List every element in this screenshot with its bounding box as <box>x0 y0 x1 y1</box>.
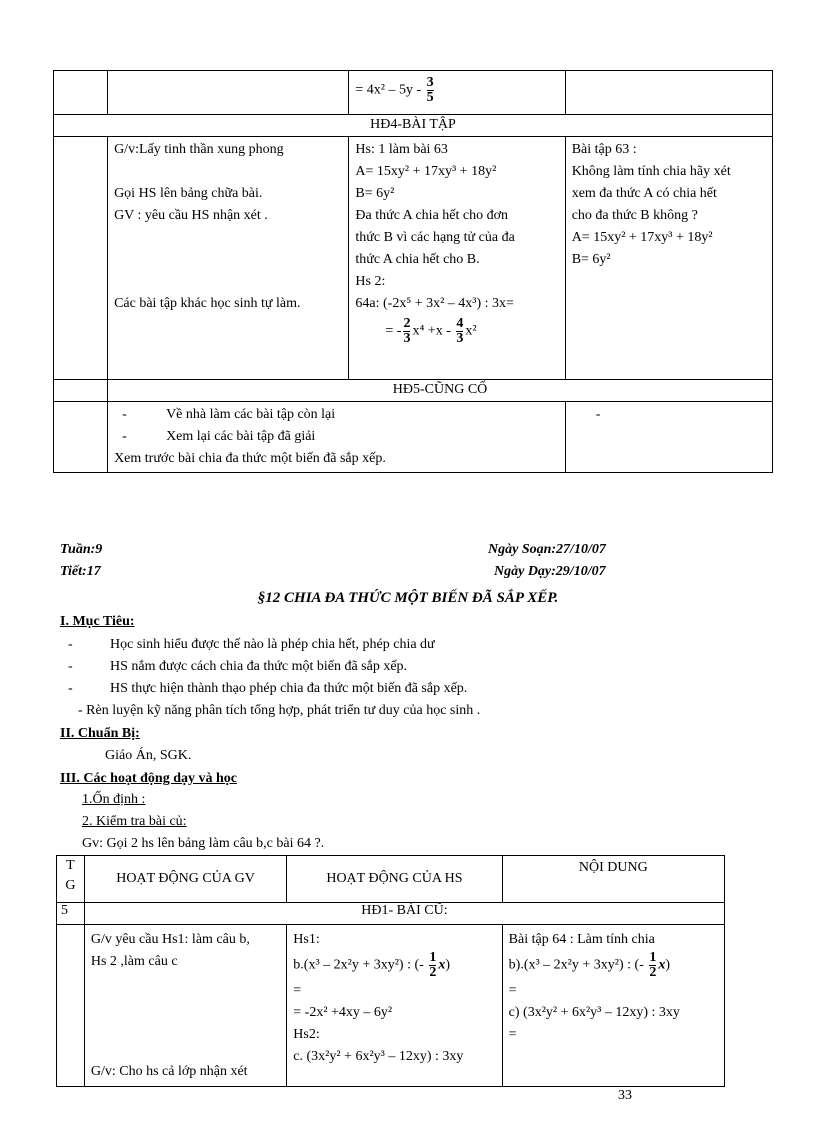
hs-line: Hs: 1 làm bài 63 <box>355 142 448 157</box>
hd1-gv-column <box>84 925 286 1087</box>
hd5-content <box>108 402 566 473</box>
hd5-last: Xem trước bài chia đa thức một biến đã sắp xếp. <box>114 451 386 466</box>
header-hs: HOẠT ĐỘNG CỦA HS <box>287 856 502 903</box>
nd-line: B= 6y² <box>571 252 611 267</box>
tg-value: 5 <box>57 903 85 925</box>
fraction: $\frac{3}{5}$ <box>426 75 434 105</box>
header-gv: HOẠT ĐỘNG CỦA GV <box>84 856 286 903</box>
gv-note: Gv: Gọi 2 hs lên bảng làm câu b,c bài 64 ?. <box>82 836 325 851</box>
nd-line: c) (3x²y² + 6x²y³ – 12xy) : 3xy <box>508 1005 680 1020</box>
week: Tuần:9 <box>60 542 103 557</box>
hs-line: Hs 2: <box>355 274 386 289</box>
objective-item: - HS thực hiện thành thạo phép chia đa thức một biến đã sắp xếp. <box>60 678 480 700</box>
gv-line: G/v: Cho hs cả lớp nhận xét <box>90 1064 248 1079</box>
hs-b-expr: b.(x³ – 2x²y + 3xy²) : (- $\frac{1}{2}$ x) <box>293 950 450 980</box>
hs-line: thức B vì các hạng tử của đa <box>355 230 515 245</box>
hd4-nd-column <box>565 137 772 380</box>
teach-date: Ngày Dạy:29/10/07 <box>494 564 606 579</box>
gv-line: GV : yêu cầu HS nhận xét . <box>114 208 268 223</box>
page-number: 33 <box>618 1088 632 1103</box>
nd-line: A= 15xy² + 17xy³ + 18y² <box>571 230 713 245</box>
hd5-item: - Về nhà làm các bài tập còn lại <box>114 404 559 426</box>
hd1-nd-column <box>502 925 724 1087</box>
nd-line: cho đa thức B không ? <box>571 208 698 223</box>
objective-item: - Rèn luyện kỹ năng phân tích tổng hợp, phát triển tư duy của học sinh . <box>78 703 481 718</box>
hs-result: = - $\frac{2}{3}$ x⁴ +x - $\frac{4}{3}$ x² <box>385 316 477 346</box>
period: Tiết:17 <box>60 564 101 579</box>
gv-line: Hs 2 ,làm câu c <box>90 954 178 969</box>
objectives-list <box>60 634 480 722</box>
section-title-hd5: HĐ5-CŨNG CỐ <box>108 380 773 402</box>
nd-line: Bài tập 64 : Làm tính chia <box>508 932 655 947</box>
gv-line: Các bài tập khác học sinh tự làm. <box>114 296 301 311</box>
gv-line: G/v yêu cầu Hs1: làm câu b, <box>90 932 250 947</box>
hs-line: Hs2: <box>293 1027 320 1042</box>
hs-line: Đa thức A chia hết cho đơn <box>355 208 509 223</box>
gv-line: Gọi HS lên bảng chữa bài. <box>114 186 263 201</box>
hd5-nd: - <box>565 402 772 473</box>
hs-line: 64a: (-2x⁵ + 3x² – 4x³) : 3x= <box>355 296 514 311</box>
nd-line: Bài tập 63 : <box>571 142 637 157</box>
tg-cell <box>54 71 108 115</box>
prep-date: Ngày Soạn:27/10/07 <box>488 542 606 557</box>
nd-line: xem đa thức A có chia hết <box>571 186 717 201</box>
hs-line: A= 15xy² + 17xy³ + 18y² <box>355 164 497 179</box>
prep-text: Giáo Án, SGK. <box>105 748 192 763</box>
hd1-hs-column <box>287 925 502 1087</box>
nd-b-expr: b).(x³ – 2x²y + 3xy²) : (- $\frac{1}{2}$ x) <box>508 950 671 980</box>
step2: 2. Kiểm tra bài củ: <box>82 814 187 829</box>
nd-line: = <box>508 983 517 998</box>
hs-line: = -2x² +4xy – 6y² <box>293 1005 393 1020</box>
hs-line: thức A chia hết cho B. <box>355 252 480 267</box>
objective-item: - HS nắm được cách chia đa thức một biến đã sắp xếp. <box>60 656 480 678</box>
nd-line: = <box>508 1027 517 1042</box>
objective-item: - Học sinh hiểu được thế nào là phép chia hết, phép chia dư <box>60 634 480 656</box>
result-text: = 4x² – 5y - <box>355 82 425 98</box>
header-nd: NỘI DUNG <box>502 856 724 903</box>
bottom-table <box>56 855 725 1087</box>
activities-title: III. Các hoạt động dạy và học <box>60 771 237 786</box>
hs-line: Hs1: <box>293 932 320 947</box>
header-tg: T G <box>57 856 85 903</box>
hs-line: = <box>293 983 302 998</box>
top-table <box>53 70 773 473</box>
hs-line: c. (3x²y² + 6x²y³ – 12xy) : 3xy <box>293 1049 464 1064</box>
hd5-item: - Xem lại các bài tập đã giải <box>114 426 559 448</box>
section-title-hd1: HĐ1- BÀI CŨ: <box>84 903 724 925</box>
nd-line: Không làm tính chia hãy xét <box>571 164 731 179</box>
nd-cell <box>565 71 772 115</box>
step1: 1.Ổn định : <box>82 792 146 807</box>
hs-cell <box>349 71 565 115</box>
hs-line: B= 6y² <box>355 186 395 201</box>
gv-cell <box>108 71 349 115</box>
gv-line: G/v:Lấy tinh thần xung phong <box>114 142 284 157</box>
page-title: §12 CHIA ĐA THỨC MỘT BIẾN ĐÃ SẮP XẾP. <box>257 590 559 606</box>
hd4-gv-column <box>108 137 349 380</box>
section-title-hd4: HĐ4-BÀI TẬP <box>54 115 773 137</box>
objectives-title: I. Mục Tiêu: <box>60 614 135 629</box>
hd4-hs-column <box>349 137 565 380</box>
prep-title: II. Chuẩn Bị: <box>60 726 140 741</box>
